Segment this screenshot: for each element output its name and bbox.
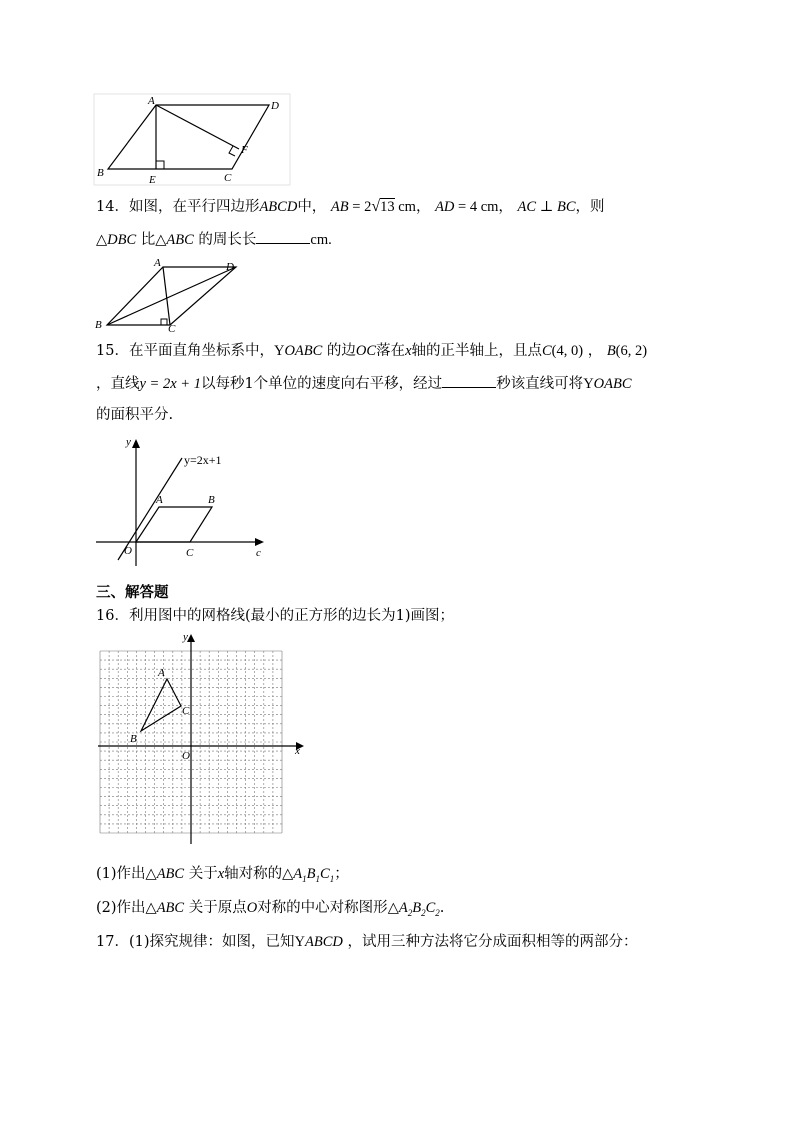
q15-x: x (405, 343, 412, 359)
q16-text: (1)作出 (96, 866, 146, 882)
label-x-axis: c (256, 547, 261, 559)
q15-text: ， (587, 343, 603, 359)
q16-part2 (96, 898, 444, 923)
q15-text: 在平面直角坐标系中， (128, 343, 274, 359)
label-e: E (149, 174, 156, 186)
q14-eq: = 2 (348, 199, 372, 215)
parallelogram-symbol: Y (583, 376, 594, 392)
q14-sqrt: 13 (380, 199, 395, 215)
label-c: C (186, 547, 194, 559)
q14-line1: 14．如图，在平行四边形ABCD中， AB = 2√13 cm， AD = 4 cm， AC ⊥ BC，则 (96, 198, 605, 215)
q14-perp: ⊥ (536, 199, 557, 215)
q15-oc: OC (355, 343, 377, 359)
q14-number: 14． (96, 199, 129, 215)
triangle-symbol: △ (145, 900, 157, 916)
label-y-axis: y (183, 631, 188, 643)
figure-q15 (92, 432, 272, 567)
q16-abc: ABC (156, 900, 185, 916)
q15-text: 以每秒1个单位的速度向右平移，经过 (200, 376, 443, 392)
right-angle-f (229, 146, 235, 156)
section-heading: 三、解答题 (96, 585, 169, 601)
q17-abcd: ABCD (304, 934, 343, 950)
q14-text: ，则 (575, 199, 605, 215)
triangle-abc (141, 679, 181, 731)
q16-text: 利用图中的网格线(最小的正方形的边长为1)画图； (128, 608, 454, 624)
parallelogram-symbol: Y (273, 343, 285, 359)
q14-unit: cm. (310, 232, 332, 248)
label-b: B (95, 319, 102, 331)
q16-x: x (217, 866, 225, 882)
figure-q14 (92, 256, 242, 334)
q14-abcd: ABCD (259, 199, 298, 215)
q16-text: 轴对称的 (224, 866, 283, 882)
q16-a1b1c1: $A_1B_1C_1$ (293, 866, 335, 884)
q16-text: 关于原点 (188, 900, 247, 916)
label-c: C (182, 705, 190, 717)
q16-text: . (439, 900, 445, 916)
label-equation: y=2x+1 (184, 453, 222, 467)
q16-number: 16． (96, 608, 129, 624)
label-x-axis: x (295, 745, 300, 757)
q16-text: 对称的中心对称图形 (257, 900, 388, 916)
q16-line1 (96, 606, 454, 626)
label-b: B (208, 494, 215, 506)
q15-line2 (96, 373, 632, 394)
q14-text: 中， (297, 199, 327, 215)
diagonal-bd (107, 267, 236, 325)
right-angle-c (161, 319, 167, 325)
q14-eq: = 4 cm， (454, 199, 513, 215)
triangle-symbol: △ (282, 866, 294, 882)
q16-text: (2)作出 (96, 900, 146, 916)
parallelogram-abcd (108, 105, 269, 169)
q14-text: 如图，在平行四边形 (128, 199, 260, 215)
q15-text: 的面积平分. (96, 407, 174, 423)
q15-coord-c: (4, 0) (551, 343, 584, 359)
label-a: A (158, 667, 165, 679)
q15-text: ，直线 (96, 376, 140, 392)
label-a: A (154, 257, 161, 269)
q14-ab: AB (330, 199, 349, 215)
q17-text: ，试用三种方法将它分成面积相等的两部分： (347, 934, 638, 950)
label-a: A (148, 95, 155, 107)
x-axis-arrow-icon (255, 538, 264, 546)
q14-bc: BC (556, 199, 576, 215)
label-o: O (182, 750, 190, 762)
q14-text: 的周长长 (198, 232, 257, 248)
q15-text: 落在 (376, 343, 406, 359)
q17-text: (1)探究规律：如图，已知 (128, 934, 295, 950)
q15-line3 (96, 405, 173, 425)
q15-number: 15． (96, 343, 129, 359)
q16-text: 关于 (188, 866, 218, 882)
q15-equation: y = 2x + 1 (139, 376, 201, 392)
q15-oabc: OABC (593, 376, 632, 392)
q14-cm: cm， (394, 199, 431, 215)
q16-o: O (246, 900, 258, 916)
triangle-symbol: △ (145, 866, 157, 882)
q15-text: 轴的正半轴上，且点 (411, 343, 542, 359)
triangle-symbol: △ (387, 900, 399, 916)
q14-dbc: DBC (107, 232, 137, 248)
q16-abc: ABC (156, 866, 185, 882)
q15-line1 (96, 341, 647, 361)
label-f: F (241, 144, 248, 156)
label-b: B (130, 733, 137, 745)
q15-text: 的边 (326, 343, 356, 359)
label-d: D (271, 100, 279, 112)
q15-point-b: B (606, 343, 616, 359)
label-d: D (226, 261, 234, 273)
q15-point-c: C (542, 343, 552, 359)
y-axis-arrow-icon (187, 634, 195, 642)
right-angle-e (156, 161, 164, 169)
q14-text: 比 (140, 232, 156, 248)
q15-coord-b: (6, 2) (615, 343, 648, 359)
q16-text: ； (334, 866, 349, 882)
answer-blank[interactable] (442, 373, 496, 388)
answer-blank[interactable] (256, 229, 310, 244)
q14-line2 (96, 229, 332, 250)
diagonal-ac (163, 267, 170, 325)
q14-ad: AD (435, 199, 455, 215)
label-c: C (224, 172, 232, 184)
y-axis-arrow-icon (132, 439, 140, 448)
label-a: A (156, 494, 163, 506)
q16-a2b2c2: $A_2B_2C_2$ (398, 900, 440, 918)
figure-q16 (90, 630, 310, 848)
q14-ac: AC (517, 199, 537, 215)
label-y-axis: y (126, 436, 131, 448)
label-o: O (124, 545, 132, 557)
label-c: C (168, 323, 176, 334)
triangle-symbol: △ (96, 232, 108, 248)
figure-q13 (92, 92, 292, 187)
q17-number: 17． (96, 934, 129, 950)
triangle-symbol: △ (155, 232, 167, 248)
q16-part1 (96, 864, 349, 889)
q15-oabc: OABC (284, 343, 323, 359)
q15-text: 秒该直线可将 (496, 376, 584, 392)
parallelogram-symbol: Y (294, 934, 305, 950)
height-af (156, 105, 239, 149)
q17-line1 (96, 932, 637, 952)
label-b: B (97, 167, 104, 179)
q14-abc: ABC (166, 232, 194, 248)
